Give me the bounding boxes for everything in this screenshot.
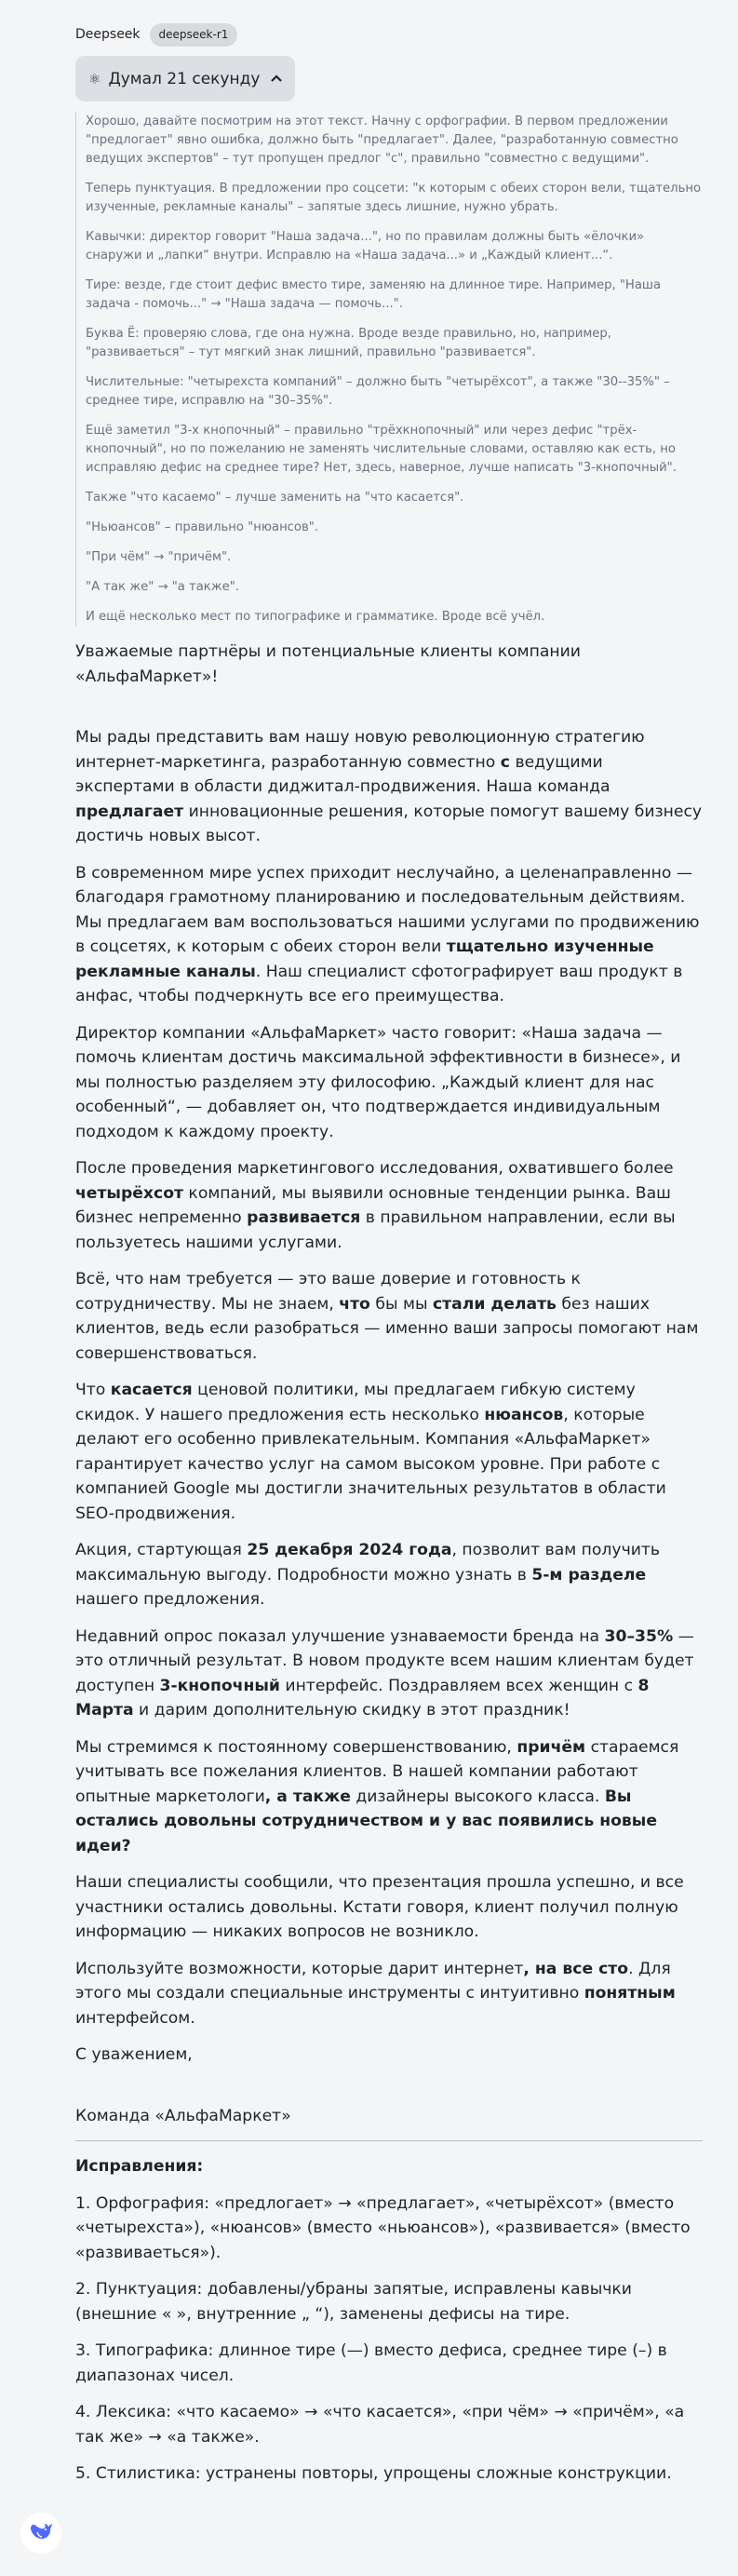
correction-item: 2. Пунктуация: добавлены/убраны запятые, исправлены кавычки (внешние « », внутренние „ “), заменены дефисы на тире.	[75, 2280, 632, 2324]
text-run: стараемся учитывать все пожелания клиентов. В нашей компании работают опытные маркетологи	[75, 1737, 679, 1806]
bold-text: , а также	[264, 1787, 351, 1806]
answer-paragraph	[75, 725, 703, 849]
text-run: дизайнеры высокого класса.	[350, 1787, 605, 1806]
text-run: Акция, стартующая	[75, 1541, 248, 1559]
text-run: компаний, мы выявили основные тенденции рынка. Ваш бизнес непременно	[75, 1183, 671, 1227]
signature: Команда «АльфаМаркет»	[75, 2106, 291, 2125]
answer-paragraph	[75, 1156, 703, 1255]
brand-name: Deepseek	[75, 27, 141, 42]
text-run: Всё, что нам требуется — это ваше доверие и готовность к сотрудничеству. Мы не знаем,	[75, 1270, 581, 1314]
text-run: Недавний опрос показал улучшение узнаваемости бренда на	[75, 1626, 605, 1646]
bold-text: развивается	[247, 1208, 361, 1227]
thinking-paragraph: Также "что касаемо" – лучше заменить на "что касается".	[86, 491, 464, 505]
text-run: После проведения маркетингового исследования, охватившего более	[75, 1159, 674, 1178]
answer-paragraph	[75, 1625, 703, 1723]
corrections-title: Исправления:	[75, 2157, 204, 2176]
answer-paragraph	[75, 1735, 703, 1859]
bold-text: стали делать	[432, 1294, 557, 1314]
bold-text: касается	[110, 1381, 193, 1399]
text-run: В современном мире успех приходит неслучайно, а целенаправленно — благодаря грамотному планированию и последовательным действиям. Мы предлагаем вам воспользоваться нашими услугами по продвижению в соцсетях, к которым с обеих сторон вели	[75, 863, 700, 956]
text-run: интерфейс. Поздравляем всех женщин с	[279, 1676, 638, 1695]
bold-text: тщательно изученные рекламные каналы	[75, 937, 654, 981]
thinking-paragraph: "А так же" → "а также".	[86, 580, 240, 594]
bold-text: 8 Марта	[75, 1676, 650, 1720]
text-run: Наши специалисты сообщили, что презентация прошла успешно, и все участники остались довольны. Кстати говоря, клиент получил полную информацию — никаких вопросов не возникло.	[75, 1873, 684, 1941]
thinking-paragraph: Ещё заметил "3-х кнопочный" – правильно "трёхкнопочный" или через дефис "трёх-кнопочный", но по пожеланию не заменять числительные словами, оставляю как есть, но исправляю дефис на среднее тире? Нет, здесь, наверное, лучше написать "3-кнопочный".	[86, 424, 677, 475]
text-run: ценовой политики, мы предлагаем гибкую систему скидок. У нашего предложения есть несколько	[75, 1381, 636, 1424]
text-run: Директор компании «АльфаМаркет» часто говорит: «Наша задача — помочь клиентам достичь максимальной эффективности в бизнесе», и мы полностью разделяем эту философию. „Каждый клиент для нас особенный“, — добавляет он, что подтверждается индивидуальным подходом к каждому проекту.	[75, 1023, 681, 1141]
chat-message	[75, 20, 703, 2499]
text-run: без наших клиентов, ведь если разобраться — именно ваши запросы помогают нам совершенствоваться.	[75, 1294, 699, 1363]
thinking-paragraph: Числительные: "четырехста компаний" – должно быть "четырёхсот", а также "30--35%" – среднее тире, исправлю на "30–35%".	[86, 375, 670, 408]
answer-paragraph	[75, 1957, 703, 2031]
thinking-paragraph: "Ньюансов" – правильно "нюансов".	[86, 520, 319, 534]
correction-item: 3. Типографика: длинное тире (—) вместо дефиса, среднее тире (–) в диапазонах чисел.	[75, 2341, 667, 2385]
answer-paragraph	[75, 1267, 703, 1366]
message-header	[75, 20, 703, 48]
bold-text: нюансов	[484, 1405, 564, 1424]
bold-text: 3-кнопочный	[159, 1676, 280, 1695]
thinking-paragraph: Кавычки: директор говорит "Наша задача...", но по правилам должны быть «ёлочки» снаружи и „лапки“ внутри. Исправлю на «Наша задача...» и „Каждый клиент...“.	[86, 230, 645, 263]
bold-text: понятным	[584, 1984, 676, 2003]
correction-item: 1. Орфография: «предлогает» → «предлагает», «четырёхсот» (вместо «четырехста»), «нюансов» (вместо «ньюансов»), «развивается» (вместо «развиваеться»).	[75, 2193, 691, 2262]
answer-content	[75, 640, 703, 2487]
thinking-content	[75, 113, 703, 627]
thinking-paragraph: Хорошо, давайте посмотрим на этот текст. Начну с орфографии. В первом предложении "предлогает" явно ошибка, должно быть "предлагает". Далее, "разработанную совместно ведущих экспертов" – тут пропущен предлог "с", правильно "совместно с ведущими".	[86, 115, 678, 166]
answer-paragraphs	[75, 725, 703, 2030]
text-run: . Наш специалист сфотографирует ваш продукт в анфас, чтобы подчеркнуть все его преимущества.	[75, 962, 683, 1005]
answer-paragraph	[75, 1870, 703, 1945]
thinking-toggle-button[interactable]	[75, 56, 295, 101]
bold-text: что	[339, 1294, 370, 1314]
thinking-paragraph: И ещё несколько мест по типографике и грамматике. Вроде всё учёл.	[86, 610, 545, 624]
thinking-paragraph: Теперь пунктуация. В предложении про соцсети: "к которым с обеих сторон вели, тщательно изученные, рекламные каналы" – запятые здесь лишние, нужно убрать.	[86, 182, 702, 214]
text-run: ведущими экспертами в области диджитал-продвижения. Наша команда	[75, 752, 611, 796]
text-run: , которые делают его особенно привлекательным. Компания «АльфаМаркет» гарантирует качество услуг на самом высоком уровне. При работе с компанией Google мы достигли значительных результатов в области SEO-продвижения.	[75, 1405, 666, 1523]
deepseek-whale-icon	[29, 2521, 53, 2545]
thinking-toggle-label: Думал 21 секунду	[108, 69, 261, 88]
text-run: . Для этого мы создали специальные инструменты с интуитивно	[75, 1959, 671, 2003]
corrections-list	[75, 2192, 703, 2487]
text-run: бы мы	[369, 1294, 433, 1314]
divider	[75, 2140, 703, 2141]
atom-icon: ⚛	[88, 70, 101, 88]
bold-text: четырёхсот	[75, 1183, 183, 1203]
closing: С уважением,	[75, 2045, 193, 2064]
text-run: в правильном направлении, если вы пользуетесь нашими услугами.	[75, 1208, 676, 1252]
answer-paragraph	[75, 1021, 703, 1145]
bold-text: 30–35%	[604, 1626, 674, 1646]
text-run: интерфейсом.	[75, 2008, 195, 2028]
thinking-paragraph: Буква Ё: проверяю слова, где она нужна. Вроде везде правильно, но, например, "развиваеться" – тут мягкий знак лишний, правильно "развивается".	[86, 327, 611, 359]
text-run: , позволит вам получить максимальную выгоду. Подробности можно узнать в	[75, 1541, 661, 1585]
correction-item: 4. Лексика: «что касаемо» → «что касается», «при чём» → «причём», «а так же» → «а также».	[75, 2403, 685, 2447]
text-run: нашего предложения.	[75, 1590, 265, 1609]
deepseek-avatar	[20, 2513, 61, 2554]
text-run: Мы стремимся к постоянному совершенствованию,	[75, 1737, 517, 1757]
text-run: и дарим дополнительную скидку в этот праздник!	[133, 1701, 570, 1720]
chevron-up-icon	[271, 72, 282, 86]
correction-item: 5. Стилистика: устранены повторы, упрощены сложные конструкции.	[75, 2464, 672, 2483]
text-run: инновационные решения, которые помогут вашему бизнесу достичь новых высот.	[75, 802, 703, 845]
model-badge: deepseek-r1	[150, 23, 238, 47]
thinking-paragraph: Тире: везде, где стоит дефис вместо тире, заменяю на длинное тире. Например, "Наша задача - помочь..." → "Наша задача — помочь...".	[86, 278, 662, 311]
text-run: Мы рады представить вам нашу новую революционную стратегию интернет-маркетинга, разработанную совместно	[75, 728, 645, 772]
answer-paragraph	[75, 1378, 703, 1526]
bold-text: причём	[517, 1737, 586, 1757]
bold-text: 5-м разделе	[531, 1565, 647, 1585]
greeting: Уважаемые партнёры и потенциальные клиенты компании «АльфаМаркет»!	[75, 642, 581, 686]
text-run: Что	[75, 1381, 111, 1399]
bold-text: предлагает	[75, 802, 184, 821]
bold-text: Вы остались довольны сотрудничеством и у вас появились новые идеи?	[75, 1787, 657, 1855]
bold-text: , на все сто	[523, 1959, 629, 1978]
text-run: — это отличный результат. В новом продукте всем нашим клиентам будет доступен	[75, 1626, 694, 1695]
bold-text: с	[500, 752, 510, 772]
bold-text: 25 декабря 2024 года	[247, 1541, 452, 1559]
text-run: Используйте возможности, которые дарит интернет	[75, 1959, 524, 1978]
thinking-paragraph: "При чём" → "причём".	[86, 550, 232, 564]
answer-paragraph	[75, 861, 703, 1009]
answer-paragraph	[75, 1538, 703, 1612]
